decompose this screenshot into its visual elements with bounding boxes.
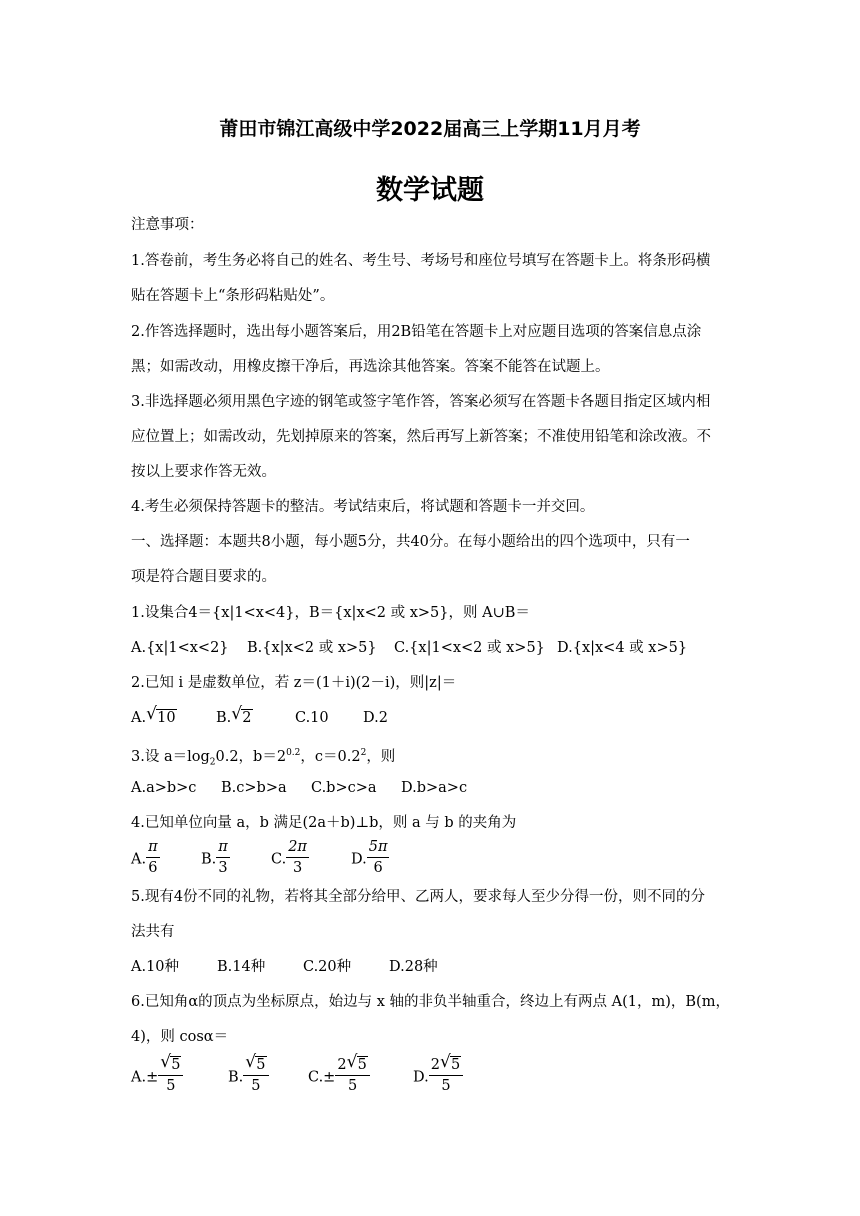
q4-option-d: [351, 839, 389, 877]
q3-option-a: A.a>b>c: [131, 780, 197, 796]
q4-stem: 4.已知单位向量 a，b 满足(2a＋b)⊥b，则 a 与 b 的夹角为: [131, 815, 517, 831]
q5-stem-line-2: 法共有: [131, 924, 175, 940]
note-3-line-2: 应位置上；如需改动，先划掉原来的答案，然后再写上新答案；不准使用铅笔和涂改液。不: [131, 429, 711, 445]
q4-option-c: [271, 839, 309, 877]
q6-option-a-label: A.±: [131, 1069, 159, 1086]
school-title: 莆田市锦江高级中学2022届高三上学期11月月考: [219, 118, 641, 140]
q4-option-c-label: C.: [271, 851, 287, 868]
q4-option-a-denominator: 6: [148, 859, 158, 876]
notes-heading: 注意事项：: [131, 217, 204, 233]
q6-option-d-coefficient: 2: [430, 1057, 440, 1073]
subject-title: 数学试题: [376, 175, 484, 206]
q1-option-a: A.{x|1<x<2}: [131, 640, 229, 656]
q2-option-a-radicand: 10: [157, 710, 176, 726]
q3-stem: [131, 743, 731, 773]
q2-option-c: C.10: [295, 710, 329, 726]
q3-stem-sub: 2: [209, 757, 216, 768]
q1-stem: 1.设集合4＝{x|1<x<4}，B＝{x|x<2 或 x>5}，则 A∪B＝: [131, 605, 530, 621]
q6-option-a: A.± √ 5 5: [131, 1060, 183, 1095]
q6-option-b-denominator: 5: [251, 1077, 261, 1094]
q4-option-d-denominator: 6: [373, 859, 383, 876]
q4-option-b-label: B.: [201, 851, 217, 868]
q5-option-c: C.20种: [303, 959, 352, 975]
q3-stem-part-a: 3.设 a＝log: [131, 748, 210, 765]
q6-option-d-label: D.: [413, 1069, 429, 1086]
section-1-line-1: 一、选择题：本题共8小题，每小题5分，共40分。在每小题给出的四个选项中，只有一: [131, 534, 690, 550]
q4-option-a-numerator: π: [146, 840, 160, 858]
q2-option-d: D.2: [363, 710, 388, 726]
q4-option-c-denominator: 3: [292, 859, 303, 876]
note-2-line-1: 2.作答选择题时，选出每小题答案后，用2B铅笔在答题卡上对应题目选项的答案信息点涂: [131, 324, 702, 340]
q4-option-a-label: A.: [131, 851, 147, 868]
q6-stem-line-1: 6.已知角α的顶点为坐标原点，始边与 x 轴的非负半轴重合，终边上有两点 A(1，m)，B(m，: [131, 994, 730, 1010]
q1-option-d: D.{x|x<4 或 x>5}: [557, 640, 688, 656]
q4-option-b: [201, 839, 230, 877]
q6-option-b: B. √ 5 5: [228, 1060, 269, 1095]
q3-stem-part-b: 0.2，b＝2: [215, 748, 287, 765]
q6-option-c-radicand: 5: [357, 1057, 367, 1073]
q6-stem-line-2: 4)，则 cosα＝: [131, 1029, 229, 1045]
q5-stem-line-1: 5.现有4份不同的礼物，若将其全部分给甲、乙两人，要求每人至少分得一份，则不同的分: [131, 889, 706, 905]
note-3-line-1: 3.非选择题必须用黑色字迹的钢笔或签字笔作答，答案必须写在答题卡各题目指定区域内相: [131, 394, 711, 410]
q6-option-c: C.± 2 √ 5 5: [308, 1060, 370, 1095]
note-3-line-3: 按以上要求作答无效。: [131, 464, 276, 480]
q2-option-a-label: A.: [131, 710, 147, 726]
q2-option-b-radicand: 2: [242, 710, 252, 726]
note-2-line-2: 黑；如需改动，用橡皮擦干净后，再选涂其他答案。答案不能答在试题上。: [131, 359, 610, 375]
q6-option-c-label: C.±: [308, 1069, 336, 1086]
q6-option-a-denominator: 5: [166, 1077, 176, 1094]
q2-option-b-label: B.: [216, 710, 232, 726]
q2-stem: 2.已知 i 是虚数单位，若 z＝(1＋i)(2－i)，则|z|＝: [131, 675, 457, 691]
q6-option-b-label: B.: [228, 1069, 244, 1086]
note-4: 4.考生必须保持答题卡的整洁。考试结束后，将试题和答题卡一并交回。: [131, 499, 595, 515]
q1-option-b: B.{x|x<2 或 x>5}: [247, 640, 377, 656]
q3-stem-sup-2: 2: [360, 748, 367, 758]
q6-option-d-denominator: 5: [441, 1077, 451, 1094]
q2-option-b: B. √ 2: [216, 704, 252, 726]
q6-option-c-denominator: 5: [347, 1077, 358, 1094]
note-1-line-1: 1.答卷前，考生务必将自己的姓名、考生号、考场号和座位号填写在答题卡上。将条形码横: [131, 253, 711, 269]
q3-option-c: C.b>c>a: [311, 780, 377, 796]
q3-stem-part-c: ，c＝0.2: [300, 748, 361, 765]
note-1-line-2: 贴在答题卡上“条形码粘贴处”。: [131, 288, 335, 304]
q6-option-c-coefficient: 2: [337, 1057, 347, 1073]
q6-option-b-radicand: 5: [256, 1057, 266, 1073]
q4-option-a: [131, 839, 160, 877]
section-1-line-2: 项是符合题目要求的。: [131, 569, 276, 585]
q5-option-a: A.10种: [131, 959, 180, 975]
q3-option-b: B.c>b>a: [221, 780, 287, 796]
q1-option-c: C.{x|1<x<2 或 x>5}: [394, 640, 545, 656]
q5-option-d: D.28种: [389, 959, 438, 975]
q4-option-d-label: D.: [351, 851, 367, 868]
q6-option-d-radicand: 5: [450, 1057, 461, 1073]
q3-stem-sup-1: 0.2: [286, 748, 301, 758]
q4-option-b-denominator: 3: [218, 859, 228, 876]
q5-option-b: B.14种: [217, 959, 266, 975]
q4-option-b-numerator: π: [216, 840, 230, 858]
q6-option-a-radicand: 5: [171, 1057, 181, 1073]
q2-option-a: A. √ 10: [131, 704, 176, 726]
q3-stem-part-d: ，则: [366, 748, 396, 765]
q3-option-d: D.b>a>c: [401, 780, 468, 796]
q6-option-d: D. 2 √ 5 5: [413, 1060, 463, 1095]
q4-option-d-numerator: 5π: [367, 840, 390, 858]
q4-option-c-numerator: 2π: [286, 840, 309, 858]
